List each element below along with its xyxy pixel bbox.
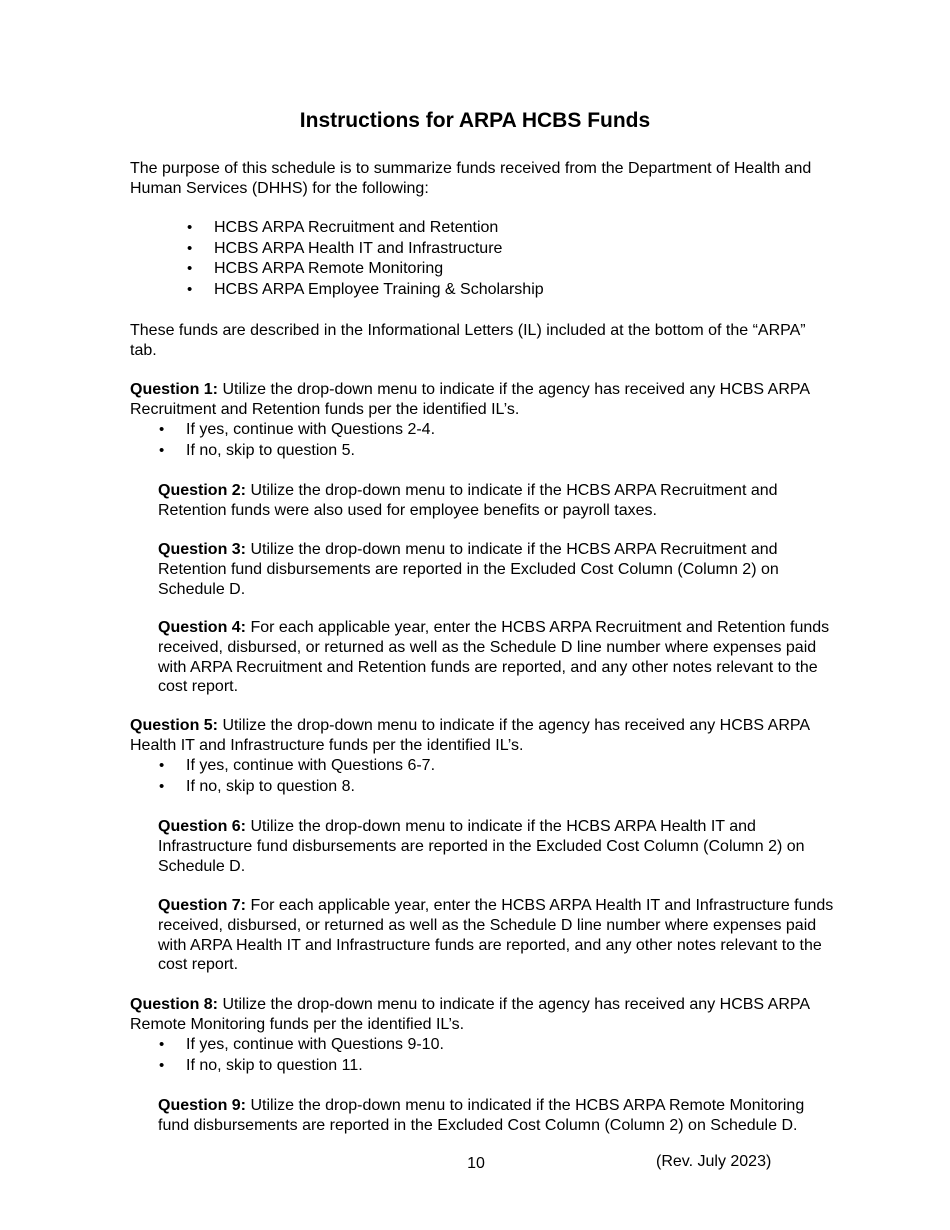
- question-label: Question 6:: [158, 818, 247, 835]
- described-paragraph: These funds are described in the Informational Letters (IL) included at the bottom of the “ARPA” tab.: [130, 322, 806, 359]
- bullet: •: [187, 260, 193, 278]
- list-item: • HCBS ARPA Recruitment and Retention: [214, 218, 544, 239]
- question-label: Question 2:: [158, 482, 247, 499]
- question-3: Question 3: Utilize the drop-down menu to indicate if the HCBS ARPA Recruitment and Retention fund disbursements are reported in the Excluded Cost Column (Column 2) on Schedule D.: [158, 541, 779, 598]
- question-label: Question 7:: [158, 897, 247, 914]
- fund-list: [187, 218, 544, 300]
- question-label: Question 1:: [130, 381, 219, 398]
- bullet: •: [187, 280, 193, 298]
- question-1: Question 1: Utilize the drop-down menu to indicate if the agency has received any HCBS ARPA Recruitment and Retention funds per the identified IL’s.: [130, 381, 810, 418]
- question-label: Question 8:: [130, 996, 219, 1013]
- question-8-options: [159, 1035, 444, 1076]
- intro-paragraph: The purpose of this schedule is to summarize funds received from the Department of Health and Human Services (DHHS) for the following:: [130, 160, 812, 197]
- question-label: Question 5:: [130, 717, 219, 734]
- list-item: • HCBS ARPA Health IT and Infrastructure: [214, 239, 544, 260]
- list-item: • If yes, continue with Questions 6-7.: [186, 756, 435, 777]
- question-2: Question 2: Utilize the drop-down menu to indicate if the HCBS ARPA Recruitment and Retention funds were also used for employee benefits or payroll taxes.: [158, 482, 778, 519]
- question-5: Question 5: Utilize the drop-down menu to indicate if the agency has received any HCBS ARPA Health IT and Infrastructure funds per the identified IL’s.: [130, 717, 810, 754]
- bullet: •: [187, 239, 193, 257]
- question-7: Question 7: For each applicable year, enter the HCBS ARPA Health IT and Infrastructure funds received, disbursed, or returned as well as the Schedule D line number where expenses paid with ARPA Health IT and Infrastructure funds are reported, and any other notes relevant to the cost report.: [158, 897, 834, 974]
- bullet: •: [159, 1036, 165, 1053]
- question-label: Question 4:: [158, 619, 247, 636]
- question-label: Question 9:: [158, 1097, 247, 1114]
- list-item: • HCBS ARPA Remote Monitoring: [214, 259, 544, 280]
- revision-date: (Rev. July 2023): [656, 1153, 772, 1170]
- question-8: Question 8: Utilize the drop-down menu to indicate if the agency has received any HCBS ARPA Remote Monitoring funds per the identified IL’s.: [130, 996, 810, 1033]
- bullet: •: [187, 219, 193, 236]
- bullet: •: [159, 777, 165, 795]
- question-4: Question 4: For each applicable year, enter the HCBS ARPA Recruitment and Retention funds received, disbursed, or returned as well as the Schedule D line number where expenses paid with ARPA Recruitment and Retention funds are reported, and any other notes relevant to the cost report.: [158, 619, 830, 696]
- list-item: • If yes, continue with Questions 2-4.: [186, 420, 435, 441]
- list-item: • If no, skip to question 11.: [186, 1056, 444, 1077]
- list-item: • If no, skip to question 5.: [186, 441, 435, 462]
- list-item: • HCBS ARPA Employee Training & Scholarship: [214, 280, 544, 301]
- list-item: • If no, skip to question 8.: [186, 777, 435, 798]
- question-1-options: [159, 420, 436, 461]
- bullet: •: [159, 757, 165, 774]
- question-5-options: [159, 756, 436, 797]
- bullet: •: [159, 1056, 165, 1074]
- list-item: • If yes, continue with Questions 9-10.: [186, 1035, 444, 1056]
- page-number: 10: [467, 1155, 485, 1172]
- bullet: •: [159, 421, 165, 438]
- question-9: Question 9: Utilize the drop-down menu to indicated if the HCBS ARPA Remote Monitoring fund disbursements are reported in the Excluded Cost Column (Column 2) on Schedule D.: [158, 1097, 805, 1134]
- question-label: Question 3:: [158, 541, 247, 558]
- bullet: •: [159, 441, 165, 459]
- question-6: Question 6: Utilize the drop-down menu to indicate if the HCBS ARPA Health IT and Infrastructure fund disbursements are reported in the Excluded Cost Column (Column 2) on Schedule D.: [158, 818, 805, 875]
- page-title: Instructions for ARPA HCBS Funds: [299, 109, 651, 132]
